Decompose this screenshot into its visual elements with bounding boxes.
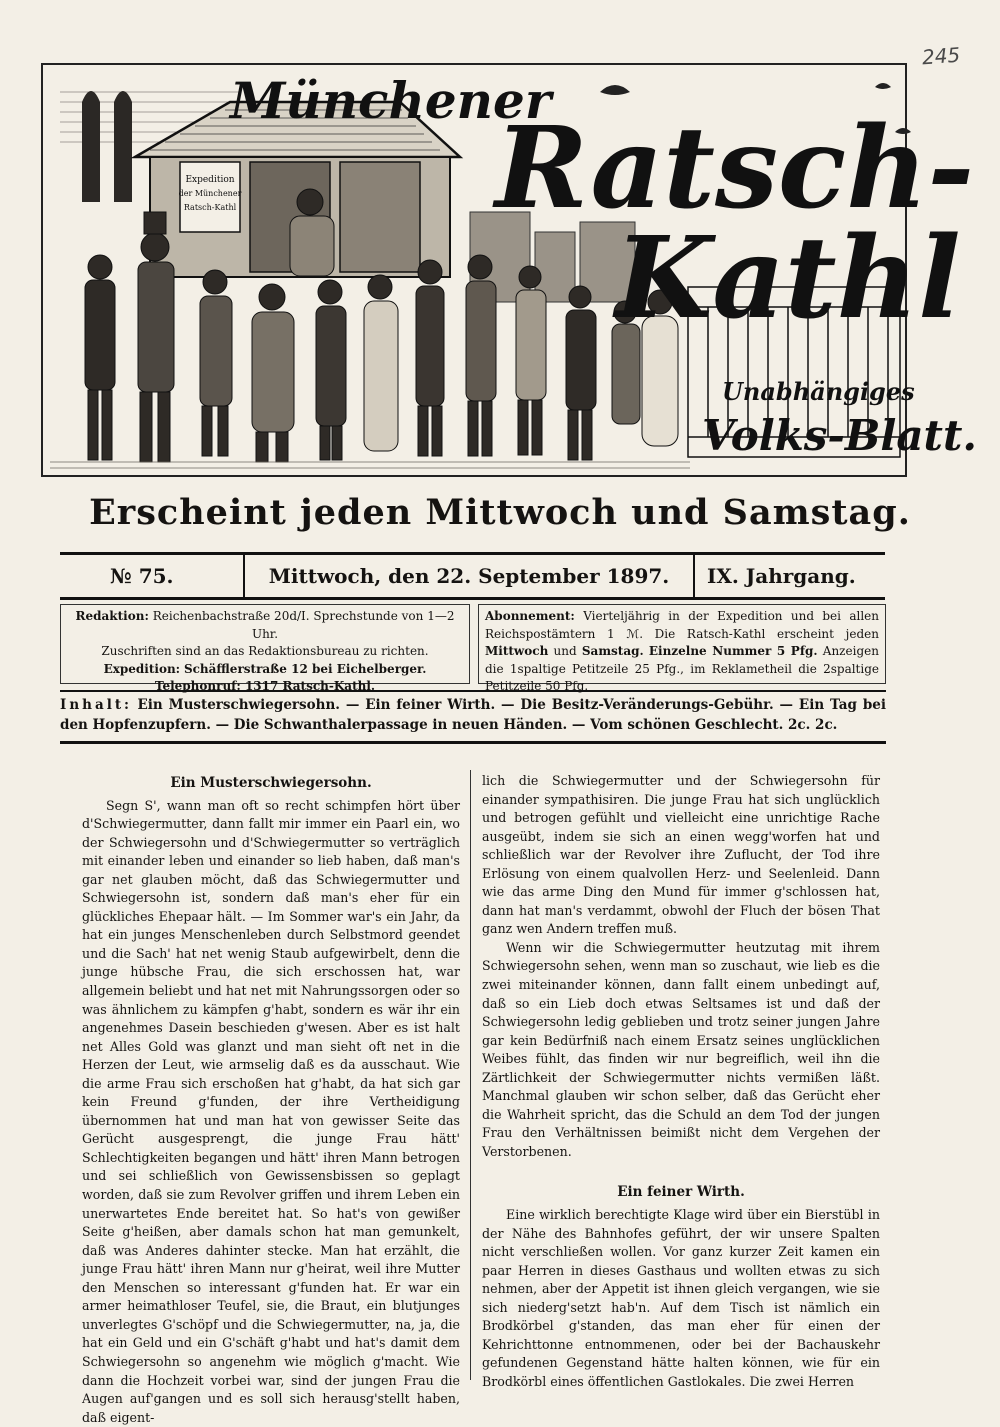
abonnement-nummer: Einzelne Nummer 5 Pfg. — [648, 644, 818, 658]
editorial-info-box — [60, 604, 470, 693]
article2-body: Eine wirklich berechtigte Klage wird über ein Bierstübl in der Nähe des Bahnhofes geführt, der wir unsere Spalten nicht verschließen wollen. Vor ganz kurzer Zeit kamen ein paar Herren in dieses Gasthaus und wollten etwas zu sich nehmen, aber der Appetit ist ihnen gleich vergangen, wie sie sich niederg'setzt hab'n. Auf dem Tisch ist nämlich ein Brodkörbel g'standen, das man eher für einen der Kehrichttonne entnommenen, oder bei der Bachauskehr gefundenen Gegenstand hätte halten können, wie für ein Brodkörbl eines öffentlichen Gastlokales. Die zwei Herren — [482, 1207, 880, 1389]
tagline: Erscheint jeden Mittwoch und Samstag. — [89, 492, 911, 533]
expedition-label: Expedition: — [103, 661, 181, 676]
masthead-subtitle-line2: Volks-Blatt. — [702, 411, 977, 460]
column-divider — [470, 770, 471, 1380]
article1-continuation-para2: Wenn wir die Schwiegermutter heutzutag mit ihrem Schwiegersohn sehen, wenn man so zuschaut, wie lieb es die zwei miteinander können, dann fallt einem unbedingt auf, daß so ein Lieb doch etwas Seltsames ist und daß der Schwiegersohn ledig geblieben und trotz seiner jungen Jahre gar kein Bedürfniß nach einem Ersatz seines unglücklichen Weibes fühlt, das finden wir nur begreiflich, weil ihn die Zärtlichkeit der Schwiegermutter nichts vermißen läßt. Manchmal glauben wir schon selber, daß das Gerücht eher die Wahrheit spricht, das die Schuld an dem Tod der jungen Frau den Verhältnissen beimißt nicht dem Vergehen der Verstorbenen. — [482, 939, 880, 1159]
article2-heading: Ein feiner Wirth. — [617, 1184, 745, 1201]
table-of-contents — [60, 690, 886, 744]
church-towers-icon — [82, 91, 132, 202]
masthead-title-line1: Münchener — [230, 71, 552, 130]
page-number: 245 — [921, 42, 961, 70]
abonnement-label: Abonnement: — [485, 609, 575, 623]
article1-heading: Ein Musterschwiegersohn. — [170, 775, 372, 791]
contents-items: Ein Musterschwiegersohn. — Ein feiner Wirth. — Die Besitz-Veränderungs-Gebühr. — Ein Tag bei den Hopfenzupfern. — Die Schwanthalerpassage in neuen Händen. — Vom schönen Geschlecht. 2c. 2c. — [60, 697, 886, 733]
zuschriften-text: Zuschriften sind an das Redaktionsbureau zu richten. — [101, 644, 429, 658]
issue-number: № 75. — [60, 555, 245, 597]
article1-body: Segn S', wann man oft so recht schimpfen hört über d'Schwiegermutter, dann fallt mir immer ein Paarl ein, wo der Schwiegersohn und d'Schwiegermutter so verträglich mit einander leben und einander so lieb haben, daß man's gar net glauben möcht, daß das Schwiegermutter und Schwiegersohn ist, sondern daß man's eher für ein glückliches Ehepaar hält. — Im Sommer war's ein Jahr, da hat ein junges Menschenleben durch Selbstmord geendet und die Sach' hat net wenig Staub aufgewirbelt, denn die junge hübsche Frau, die sich erschossen hat, war allgemein beliebt und hat net mit Nahrungssorgen oder so was ähnlichem zu kämpfen g'habt, sondern es wär ihr ein angenehmes Dasein beschieden g'wesen. Aber es ist halt net Alles Gold was glanzt und man sieht oft net in die Herzen der Leut, wie armselig daß es da ausschaut. Wie die arme Frau sich erschoßen hat g'habt, da hat sich gar kein Freund g'funden, der ihre Vertheidigung übernommen hat und man hat von gewisser Seite das Gerücht ausgesprengt, die junge Frau hätt' Schlechtigkeiten begangen und hätt' ihren Mann betrogen und sei schließlich von Gewissensbissen so geplagt worden, daß sie zum Revolver griffen und ihrem Leben ein unerwartetes Ende bereitet hat. So hat's von gewißer Seite g'heißen, aber damals schon hat man gemunkelt, daß was Anderes dahinter stecke. Man hat erzählt, die junge Frau hätt' ihren Mann nur g'heirat, weil ihre Mutter den Menschen so interessant g'funden hat. Er war ein armer heimathloser Teufel, sie, die Braut, ein blutjunges unverlegtes G'schöpf und die Schwiegermutter, na, ja, die hat ein Geld und ein G'schäft g'habt und hat's damit dem Schwiegersohn so angenehm wie möglich g'macht. Wie dann die Hochzeit vorbei war, sind der jungen Frau die Augen auf'gangen und es soll sich herausg'stellt haben, daß eigent- — [82, 797, 460, 1425]
redaktion-label: Redaktion: — [75, 609, 149, 623]
abonnement-text2: Anzeigen die 1spaltige Petitzeile 25 Pfg., im Reklametheil die 2spaltige Petitzeile 50 Pfg. — [485, 644, 879, 693]
svg-text:Expedition: Expedition — [185, 175, 235, 185]
abonnement-samstag: Samstag. — [581, 644, 644, 658]
svg-text:der Münchener: der Münchener — [178, 189, 242, 198]
abonnement-text1: Vierteljährig in der Expedition und bei allen Reichspostämtern 1 ℳ. Die Ratsch-Kathl erscheint jeden — [485, 609, 879, 641]
issue-volume: IX. Jahrgang. — [707, 564, 856, 588]
svg-text:Ratsch-Kathl: Ratsch-Kathl — [183, 203, 237, 212]
issue-date: Mittwoch, den 22. September 1897. — [245, 555, 695, 597]
abonnement-mittwoch: Mittwoch — [485, 644, 549, 658]
redaktion-text: Reichenbachstraße 20d/I. Sprechstunde von 1—2 Uhr. — [152, 609, 455, 641]
contents-label: Inhalt: — [60, 697, 133, 713]
telephone-text: Telephonruf: 1317 Ratsch-Kathl. — [154, 679, 376, 693]
subscription-info-box — [478, 604, 886, 693]
left-column — [82, 772, 460, 1427]
expedition-text: Schäfflerstraße 12 bei Eichelberger. — [183, 661, 427, 676]
masthead-subtitle-line1: Unabhängiges — [722, 377, 915, 406]
masthead-title-line2: Ratsch- — [495, 103, 975, 234]
masthead-illustration — [40, 62, 977, 480]
article1-continuation-para1: lich die Schwiegermutter und der Schwiegersohn für einander sympathisiren. Die junge Frau hat sich unglücklich und betrogen gefühlt und vielleicht eine unrichtige Rache ausgeübt, indem sie sich an einen wegg'worfen hat und schließlich war der Revolver ihre Zuflucht, der Tod ihre Erlösung von einem qualvollen Herz- und Seelenleid. Dann wie das arme Ding den Mund für immer g'schlossen hat, dann hat man's verdammt, obwohl der Fluch der bösen That ganz wen Andern treffen muß. — [482, 773, 880, 937]
abonnement-und: und — [553, 644, 577, 658]
masthead-title-line3: Kathl — [615, 213, 961, 344]
issue-info-bar — [60, 552, 885, 600]
right-column — [482, 772, 880, 1392]
